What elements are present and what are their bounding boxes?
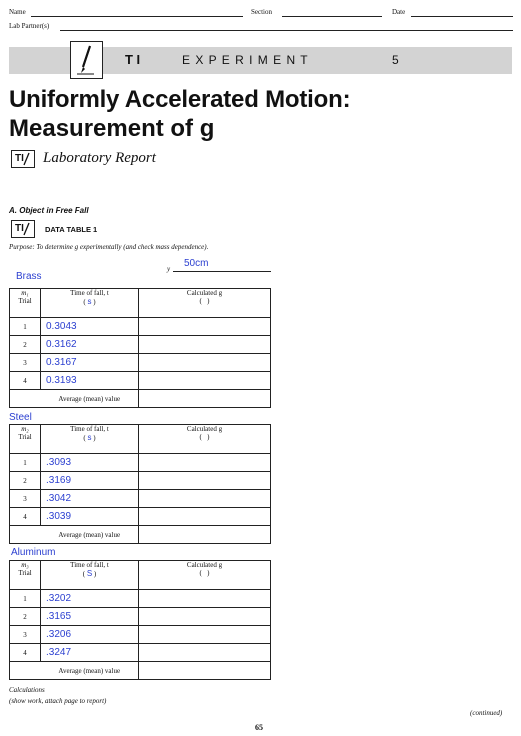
trial-number: 3 [10, 354, 41, 372]
ti-table-icon [11, 220, 35, 238]
ti-icon [11, 150, 35, 168]
table-row [10, 626, 271, 644]
ti-table-icon-text: TI [15, 223, 24, 234]
table-row [10, 336, 271, 354]
section-label: Section [251, 8, 272, 16]
banner-ti: T I [125, 52, 141, 67]
calc-header: Calculated g ( ) [139, 289, 271, 318]
calc-cell[interactable] [139, 626, 271, 644]
data-table-aluminum [9, 560, 271, 680]
trial-number: 2 [10, 472, 41, 490]
time-value[interactable]: 0.3162 [41, 336, 139, 354]
table-row [10, 354, 271, 372]
time-value[interactable]: .3165 [41, 608, 139, 626]
date-label: Date [392, 8, 406, 16]
time-header-text: Time of fall, t [70, 561, 109, 569]
calc-cell[interactable] [139, 372, 271, 390]
lab-partner-label: Lab Partner(s) [9, 22, 50, 30]
time-value[interactable]: 0.3167 [41, 354, 139, 372]
average-cell[interactable] [139, 662, 271, 680]
calculations-label: Calculations [9, 686, 45, 694]
time-header-text: Time of fall, t [70, 425, 109, 433]
unit-line: ( S ) [82, 569, 97, 578]
table-row [10, 472, 271, 490]
calc-cell[interactable] [139, 508, 271, 526]
table-row [10, 590, 271, 608]
average-cell[interactable] [139, 526, 271, 544]
page-number: 65 [255, 723, 263, 732]
material-aluminum: Aluminum [11, 547, 56, 558]
time-value[interactable]: .3247 [41, 644, 139, 662]
calc-header: Calculated g ( ) [139, 561, 271, 590]
table-row [10, 490, 271, 508]
unit-line: ( s ) [83, 297, 96, 306]
table-row [10, 372, 271, 390]
calc-header: Calculated g ( ) [139, 425, 271, 454]
calc-cell[interactable] [139, 608, 271, 626]
trial-number: 1 [10, 590, 41, 608]
subtitle: Laboratory Report [43, 150, 156, 166]
unit-value: s [87, 433, 92, 442]
time-value[interactable]: .3169 [41, 472, 139, 490]
y-label: y [167, 265, 171, 273]
table-row [10, 608, 271, 626]
banner-number: 5 [392, 53, 399, 67]
calc-cell[interactable] [139, 490, 271, 508]
name-line[interactable] [31, 16, 243, 17]
trial-label: Trial [18, 569, 32, 577]
data-table-steel [9, 424, 271, 544]
unit-line: ( s ) [83, 433, 96, 442]
banner-experiment: E X P E R I M E N T [182, 53, 309, 67]
calc-header-text: Calculated g [186, 289, 223, 297]
table-row [10, 644, 271, 662]
trial-label: Trial [18, 297, 32, 305]
mass-label: m₂ [21, 425, 29, 433]
trial-number: 1 [10, 318, 41, 336]
time-value[interactable]: .3093 [41, 454, 139, 472]
y-line[interactable] [173, 271, 271, 272]
page-title-line2: Measurement of g [9, 115, 215, 142]
material-brass: Brass [16, 271, 42, 282]
time-value[interactable]: .3202 [41, 590, 139, 608]
mass-trial-header [10, 425, 41, 454]
mass-label: m₃ [21, 561, 29, 569]
average-row [10, 662, 271, 680]
calc-cell[interactable] [139, 590, 271, 608]
calc-cell[interactable] [139, 318, 271, 336]
trial-number: 3 [10, 490, 41, 508]
trial-number: 4 [10, 372, 41, 390]
time-header [41, 425, 139, 454]
material-steel: Steel [9, 412, 32, 423]
mass-trial-header [10, 561, 41, 590]
time-value[interactable]: 0.3043 [41, 318, 139, 336]
y-value: 50cm [184, 258, 209, 269]
average-row [10, 390, 271, 408]
table-row [10, 318, 271, 336]
data-table-label: DATA TABLE 1 [45, 225, 98, 234]
time-header-text: Time of fall, t [70, 289, 109, 297]
calc-cell[interactable] [139, 454, 271, 472]
mass-trial-header [10, 289, 41, 318]
calc-cell[interactable] [139, 336, 271, 354]
unit-value: S [86, 569, 93, 578]
average-label: Average (mean) value [41, 526, 139, 544]
time-value[interactable]: .3039 [41, 508, 139, 526]
date-line[interactable] [411, 16, 513, 17]
purpose-text: Purpose: To determine g experimentally (and check mass dependence). [9, 243, 209, 251]
table-row [10, 508, 271, 526]
name-label: Name [9, 8, 26, 16]
average-cell[interactable] [139, 390, 271, 408]
time-header [41, 561, 139, 590]
trial-number: 2 [10, 608, 41, 626]
average-label: Average (mean) value [41, 662, 139, 680]
time-value[interactable]: .3042 [41, 490, 139, 508]
continued-label: (continued) [470, 709, 503, 717]
table-row [10, 454, 271, 472]
calc-cell[interactable] [139, 472, 271, 490]
show-work-label: (show work, attach page to report) [9, 697, 107, 705]
ti-pen-icon [70, 41, 103, 79]
time-value[interactable]: .3206 [41, 626, 139, 644]
calc-cell[interactable] [139, 644, 271, 662]
average-label: Average (mean) value [41, 390, 139, 408]
lab-partner-line[interactable] [60, 30, 513, 31]
calc-cell[interactable] [139, 354, 271, 372]
data-table-brass [9, 288, 271, 408]
trial-number: 1 [10, 454, 41, 472]
trial-number: 2 [10, 336, 41, 354]
calc-header-text: Calculated g [186, 561, 223, 569]
trial-number: 4 [10, 508, 41, 526]
time-value[interactable]: 0.3193 [41, 372, 139, 390]
ti-icon-text: TI [15, 153, 24, 164]
trial-number: 4 [10, 644, 41, 662]
page-title-line1: Uniformly Accelerated Motion: [9, 86, 351, 113]
section-a-heading: A. Object in Free Fall [9, 206, 89, 215]
calc-header-text: Calculated g [186, 425, 223, 433]
trial-number: 3 [10, 626, 41, 644]
unit-value: s [87, 297, 92, 306]
time-header [41, 289, 139, 318]
average-row [10, 526, 271, 544]
trial-label: Trial [18, 433, 32, 441]
mass-label: m₁ [21, 289, 29, 297]
section-line[interactable] [282, 16, 382, 17]
